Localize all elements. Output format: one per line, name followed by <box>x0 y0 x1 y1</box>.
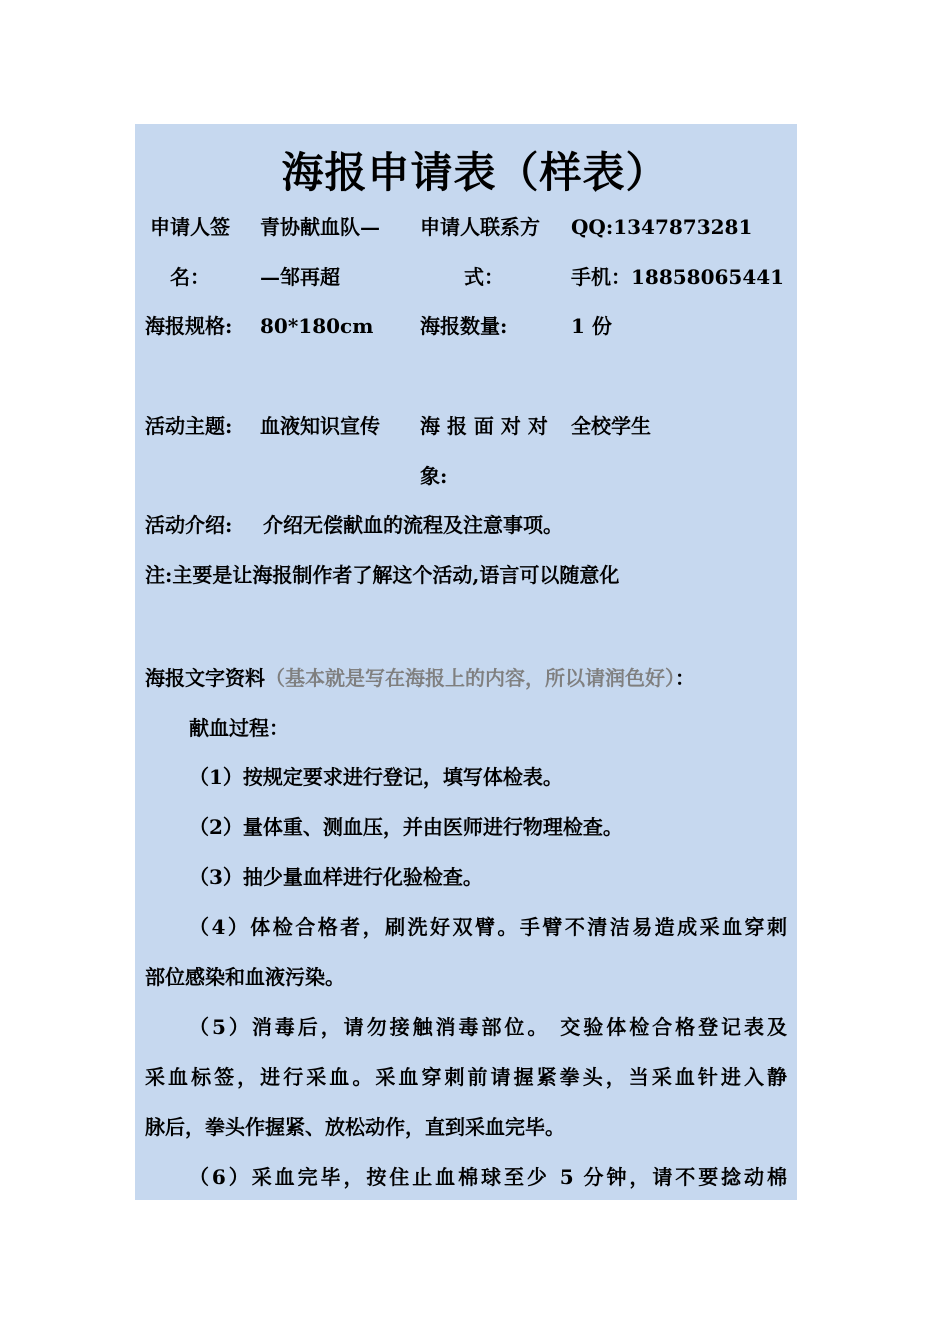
process-heading: 献血过程： <box>189 716 289 740</box>
applicant-value: 青协献血队— <box>260 215 380 239</box>
audience-label-cont: 象: <box>420 464 448 488</box>
material-label: 海报文字资料 <box>145 666 265 690</box>
contact-label-cont: 式： <box>464 265 504 289</box>
size-value: 80*180cm <box>260 314 374 338</box>
step-1: （1）按规定要求进行登记，填写体检表。 <box>189 765 563 789</box>
theme-value: 血液知识宣传 <box>260 414 380 438</box>
intro-label: 活动介绍: <box>145 513 233 537</box>
applicant-label: 申请人签 <box>150 215 230 239</box>
step-4-line-2: 部位感染和血液污染。 <box>145 965 345 989</box>
applicant-label-cont: 名： <box>170 265 210 289</box>
step-5-line-1: （5）消毒后，请勿接触消毒部位。 交验体检合格登记表及 <box>189 1015 787 1039</box>
step-6-line-1: （6）采血完毕，按住止血棉球至少 5 分钟，请不要捻动棉 <box>189 1165 787 1189</box>
material-heading <box>145 668 695 688</box>
step-5-line-3: 脉后，拳头作握紧、放松动作，直到采血完毕。 <box>145 1115 565 1139</box>
material-hint: （基本就是写在海报上的内容，所以请润色好） <box>265 666 675 690</box>
applicant-value-cont: —邹再超 <box>260 265 340 289</box>
note-text: 注:主要是让海报制作者了解这个活动,语言可以随意化 <box>145 563 620 587</box>
material-colon: ： <box>675 666 695 690</box>
qty-value: 1 份 <box>571 314 612 338</box>
step-5-line-2: 采血标签，进行采血。采血穿刺前请握紧拳头，当采血针进入静 <box>145 1065 787 1089</box>
contact-label: 申请人联系方 <box>420 215 540 239</box>
step-4-line-1: （4）体检合格者，刷洗好双臂。手臂不清洁易造成采血穿刺 <box>189 915 787 939</box>
audience-label: 海 报 面 对 对 <box>420 414 548 438</box>
qty-label: 海报数量: <box>420 314 508 338</box>
audience-value: 全校学生 <box>571 414 651 438</box>
contact-phone: 手机：18858065441 <box>571 265 785 289</box>
page-title: 海报申请表（样表） <box>281 148 669 197</box>
step-2: （2）量体重、测血压，并由医师进行物理检查。 <box>189 815 623 839</box>
size-label: 海报规格: <box>145 314 233 338</box>
step-3: （3）抽少量血样进行化验检查。 <box>189 865 483 889</box>
theme-label: 活动主题: <box>145 414 233 438</box>
intro-value: 介绍无偿献血的流程及注意事项。 <box>263 513 563 537</box>
contact-qq: QQ:1347873281 <box>571 215 753 239</box>
